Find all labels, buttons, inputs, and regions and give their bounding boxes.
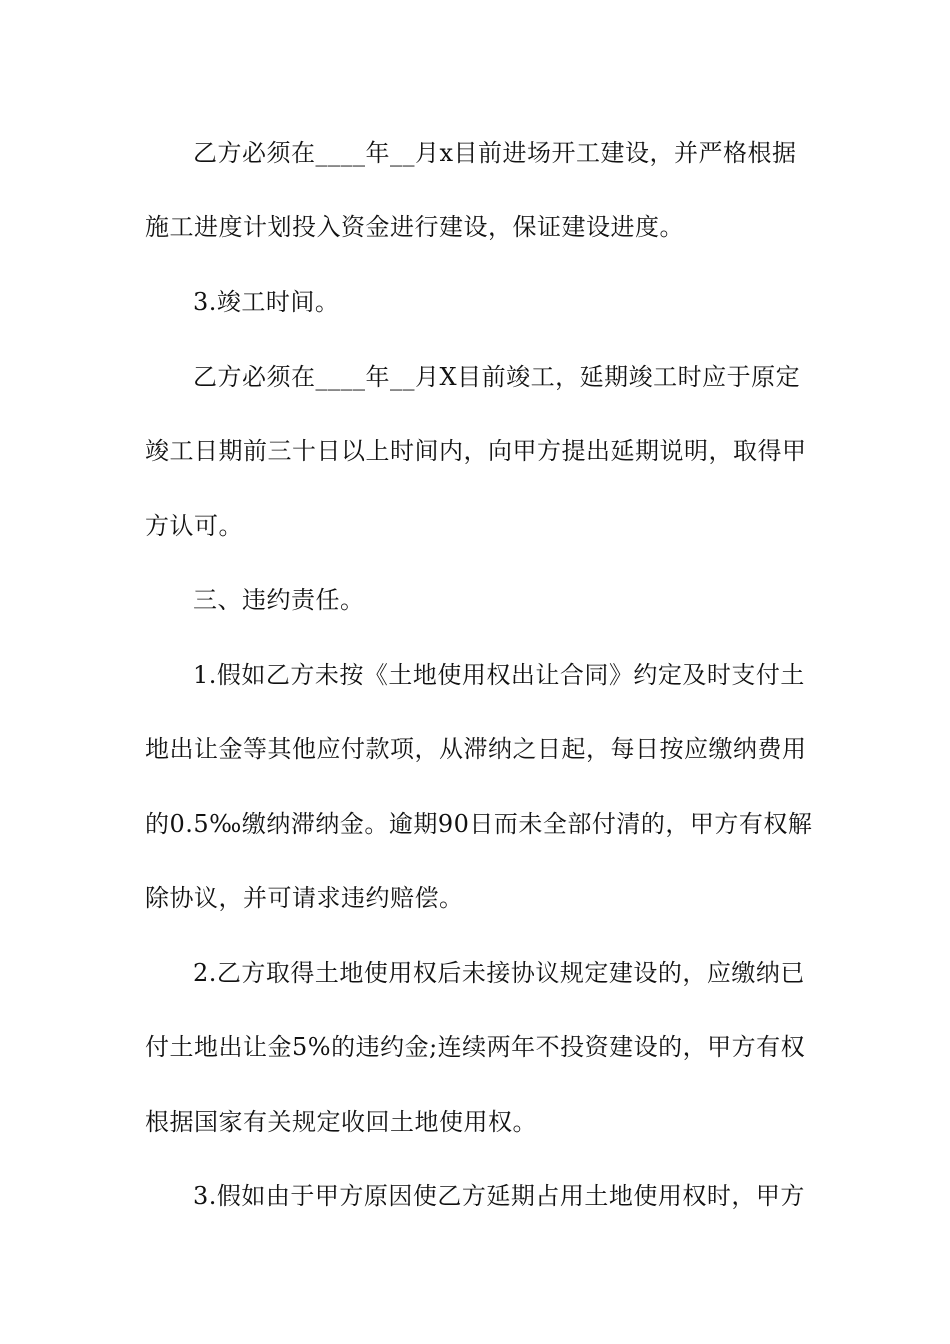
paragraph-line: 方认可。 (145, 512, 243, 540)
paragraph-line: 根据国家有关规定收回土地使用权。 (145, 1108, 537, 1136)
paragraph-line: 地出让金等其他应付款项，从滞纳之日起，每日按应缴纳费用 (145, 735, 807, 763)
section-heading: 3.竣工时间。 (193, 288, 340, 316)
paragraph-line: 3.假如由于甲方原因使乙方延期占用土地使用权时，甲方 (193, 1182, 805, 1210)
paragraph-line: 除协议，并可请求违约赔偿。 (145, 884, 464, 912)
paragraph-line: 付土地出让金5%的违约金;连续两年不投资建设的，甲方有权 (145, 1033, 806, 1061)
section-heading: 三、违约责任。 (193, 586, 365, 614)
paragraph-line: 的0.5‰缴纳滞纳金。逾期90日而未全部付清的，甲方有权解 (145, 810, 813, 838)
paragraph-line: 竣工日期前三十日以上时间内，向甲方提出延期说明，取得甲 (145, 437, 807, 465)
paragraph-line: 施工进度计划投入资金进行建设，保证建设进度。 (145, 213, 684, 241)
paragraph-line: 乙方必须在____年__月x目前进场开工建设，并严格根据 (193, 139, 797, 167)
paragraph-line: 1.假如乙方未按《土地使用权出让合同》约定及时支付土 (193, 661, 805, 689)
paragraph-line: 2.乙方取得土地使用权后未接协议规定建设的，应缴纳已 (193, 959, 805, 987)
paragraph-line: 乙方必须在____年__月X目前竣工，延期竣工时应于原定 (193, 363, 801, 391)
